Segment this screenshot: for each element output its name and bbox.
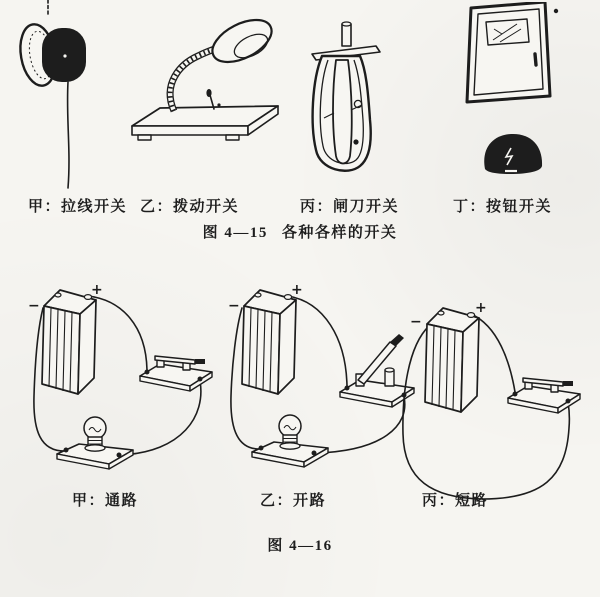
switch-label-d: 丁：按钮开关 [453, 199, 553, 215]
circuit-label-c: 丙：短路 [422, 493, 489, 509]
desk-lamp-drawing [132, 12, 278, 140]
figure-4-16-number: 图 4—16 [267, 538, 333, 554]
knife-switch-drawing [312, 22, 380, 171]
pull-cord-switch-drawing [16, 0, 86, 188]
battery-plus-sign: + [91, 282, 103, 298]
battery-minus-sign: − [28, 298, 40, 314]
circuit-open-path [228, 282, 414, 467]
battery-plus-sign: + [475, 300, 487, 316]
push-button-drawing [484, 134, 542, 174]
wire-path [88, 296, 147, 370]
figure-4-16-caption [0, 534, 600, 555]
circuits-illustration [0, 268, 600, 513]
figure-4-15-caption [0, 221, 600, 242]
bulb-drawing [252, 415, 328, 467]
circuit-short-path [403, 300, 580, 499]
desk-lamp-illustration [122, 12, 302, 152]
switch-label-a: 甲：拉线开关 [28, 199, 128, 215]
knife-switch-open-drawing [340, 334, 414, 407]
knife-switch-illustration [298, 20, 418, 180]
bulb-drawing [57, 417, 133, 469]
circuit-label-b: 乙：开路 [260, 493, 327, 509]
figure-4-15-number: 图 4—15 [202, 225, 268, 241]
wire-path [288, 296, 347, 386]
pull-cord-switch-illustration [8, 0, 118, 190]
circuit-closed-path [28, 282, 212, 469]
battery-drawing [42, 290, 96, 394]
door-handle [535, 54, 536, 65]
doorbell-dot [554, 9, 558, 13]
switch-label-b: 乙：拨动开关 [140, 199, 240, 215]
battery-plus-sign: + [291, 282, 303, 298]
battery-drawing [242, 290, 296, 394]
door-push-button-illustration [455, 2, 595, 177]
door-drawing [467, 2, 558, 102]
circuit-label-a: 甲：通路 [72, 493, 139, 509]
switch-label-c: 丙：闸刀开关 [300, 199, 400, 215]
battery-drawing [425, 308, 479, 412]
wire-path [121, 381, 201, 455]
lamp-toggle-switch [206, 89, 220, 109]
battery-minus-sign: − [410, 314, 422, 330]
battery-minus-sign: − [228, 298, 240, 314]
figure-4-15-title: 各种各样的开关 [281, 225, 398, 241]
